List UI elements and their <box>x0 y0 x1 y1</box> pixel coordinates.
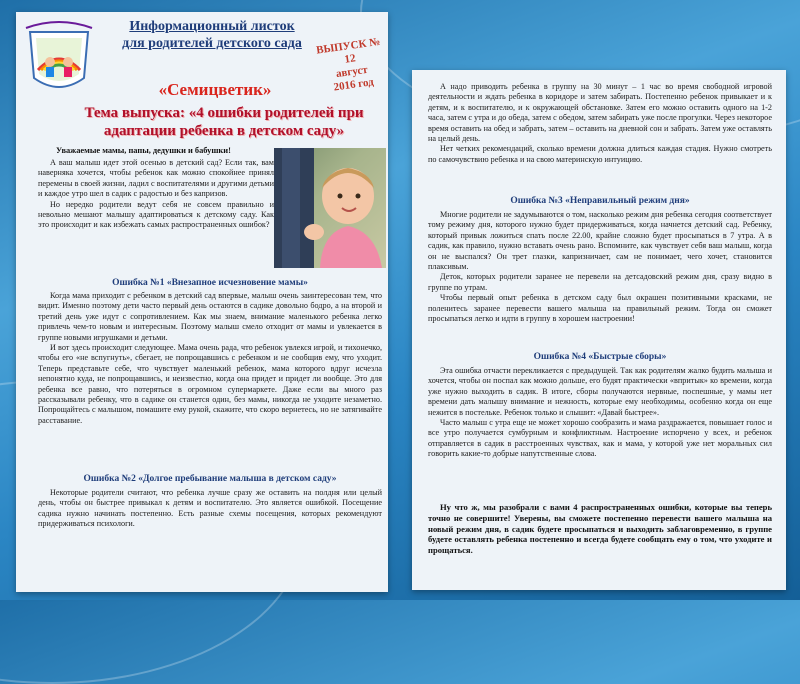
error-4-paragraph-2: Часто малыш с утра еще не может хорошо сообразить и мама раздражается, повышает голос и все утро получается сумбурным и конфликтным. Настроение испорчено у всех, и ребенок отправляется в садик в расстроенных чувствах, как и мама, у которой уже нет моральных сил говорить какие-то добрые напутственные слова. <box>428 418 772 459</box>
issue-number: ВЫПУСК № 12 <box>315 35 381 66</box>
kindergarten-name: «Семицветик» <box>158 80 272 99</box>
child-photo <box>274 148 386 268</box>
error-4-title: Ошибка №4 «Быстрые сборы» <box>533 352 667 362</box>
continued-paragraph-2: Нет четких рекомендаций, сколько времени должна длиться каждая стадия. Нужно смотреть по самочувствию ребенка и на свою материнскую интуицию. <box>428 144 772 164</box>
error-2-title: Ошибка №2 «Долгое пребывание малыша в детском саду» <box>83 474 337 484</box>
error-2-text <box>38 488 382 530</box>
issue-year: 2016 год <box>332 76 375 94</box>
error-1-text <box>38 291 382 426</box>
conclusion-paragraph: Ну что ж, мы разобрали с вами 4 распространенных ошибки, которые вы теперь точно не совершите! Уверены, вы сможете постепенно перевести вашего малыша на новый режим дня, в садик будете просыпаться и выходить заблаговременно, в группе будете оставлять ребенка постепенно и всегда будете сообщать ему о том, что уходите и прощаться. <box>428 502 772 556</box>
intro-text <box>38 158 274 231</box>
error-3-paragraph-1: Многие родители не задумываются о том, насколько режим дня ребенка сегодня соответствует тому режиму дня, которого нужно будет придерживаться, когда начнется детский сад. Ребенку, который привык ложиться спать после 22.00, крайне сложно будет просыпаться в 7 утра. А в садик, как правило, нужно вставать очень рано. Вспомните, как чувствует себя ваш малыш, когда он не выспался? Он трет глазки, капризничает, сам не понимает, чего хочет, становится плаксивым. <box>428 210 772 272</box>
intro-paragraph-1: А ваш малыш идет этой осенью в детский сад? Если так, вам наверняка хочется, чтобы ребенок как можно спокойнее принял перемены в своей жизни, ладил с воспитателями и другими детьми и каждое утро шел в садик с радостью и без капризов. <box>38 158 274 199</box>
continued-paragraph-1: А надо приводить ребенка в группу на 30 минут – 1 час во время свободной игровой деятельности и ждать ребенка в коридоре и затем забирать. Постепенно ребенок привыкает и к детям, и к воспитателю, и к окружающей обстановке. Затем его можно оставить одного на 1-2 часа, затем с утра и до обеда, затем с обедом, затем забирать уже после прогулки. Через некоторое время оставить на обед и забрать, затем – оставить на дневной сон и забрать. Затем уже оставлять на целый день. <box>428 82 772 144</box>
issue-topic-line1: Тема выпуска: «4 ошибки родителей при <box>84 105 364 121</box>
error-3-paragraph-2: Деток, которых родители заранее не перевели на детсадовский режим дня, сразу видно в группе по утрам. <box>428 272 772 292</box>
conclusion <box>428 502 772 556</box>
issue-topic-line2: адаптации ребенка в детском саду» <box>103 123 345 139</box>
error-4-paragraph-1: Эта ошибка отчасти перекликается с предыдущей. Так как родителям жалко будить малыша и хочется, чтобы он поспал как можно дольше, его будят практически «впритык» ко времени, когда уже нужно выходить в садик. В итоге, сборы получаются нервные, поспешные, у мамы нет времени дать малышу внимание и нежность, которые ему необходимы, особенно когда он еще нежится в постельке. Ребенок только и слышит: «Давай быстрее». <box>428 366 772 417</box>
error-3-text <box>428 210 772 324</box>
error-1-paragraph-2: И вот здесь происходит следующее. Мама очень рада, что ребенок увлекся игрой, и тихонечко, чтобы его «не вспугнуть», сбегает, не попрощавшись с ребенком и не сообщив ему, что уходит. Теперь представьте себе, что чувствует маленький ребенок, мама которого вдруг исчезла непонятно куда, не попрощавшись, и неизвестно, когда она придет и придет ли вообще. Это для ребенка все равно, что потеряться в огромном супермаркете. Даже если вы много раз рассказывали ребенку, что в садике он станется один, без мамы, никогда не уходите незаметно. Попрощайтесь с малышом, помашите ему рукой, скажите, что скоро вернетесь, но не затягивайте расставание. <box>38 343 382 425</box>
leaflet-page-right <box>412 70 786 590</box>
error-2-paragraph-1: Некоторые родители считают, что ребенка лучше сразу же оставить на полдня или целый день, чтобы он быстрее привыкал к детям и воспитателю. Это является ошибкой. Посещение садика нужно начинать постепенно. Есть разные схемы посещения, которых рекомендуют придерживаться психологи. <box>38 488 382 529</box>
error-1-paragraph-1: Когда мама приходит с ребенком в детский сад впервые, малыш очень заинтересован тем, что видит. Именно поэтому дети часто первый день остаются в садике довольно бодро, а на второй и третий день уже идут с сопротивлением. Как мы знаем, внимание маленького ребенка легко привлечь чем-то новым и интересным. Поэтому малыш смело отходит от мамы и увлекается в группе новыми игрушками и детьми. <box>38 291 382 342</box>
leaflet-title-line2: для родителей детского сада <box>122 36 302 51</box>
issue-topic <box>62 104 386 140</box>
error-2-continued-text <box>428 82 772 165</box>
error-3-title: Ошибка №3 «Неправильный режим дня» <box>510 196 690 206</box>
error-3-paragraph-3: Чтобы первый опыт ребенка в детском саду был окрашен позитивными красками, не поленитесь заранее перевести вашего малыша на правильный режим. Тогда он сможет просыпаться легко и идти в группу в хорошем настроении! <box>428 293 772 324</box>
greeting: Уважаемые мамы, папы, дедушки и бабушки! <box>56 146 231 155</box>
kindergarten-logo <box>22 18 96 98</box>
intro-paragraph-2: Но нередко родители ведут себя не совсем правильно и невольно мешают малышу адаптироваться к детскому саду. Как это происходит и как избежать самых распространенных ошибок? <box>38 199 274 230</box>
issue-badge <box>313 35 388 96</box>
leaflet-title <box>106 18 318 52</box>
leaflet-page-left <box>16 12 388 592</box>
leaflet-title-line1: Информационный листок <box>129 19 295 34</box>
error-1-title: Ошибка №1 «Внезапное исчезновение мамы» <box>112 278 308 288</box>
issue-month: август <box>335 63 369 81</box>
error-4-text <box>428 366 772 460</box>
